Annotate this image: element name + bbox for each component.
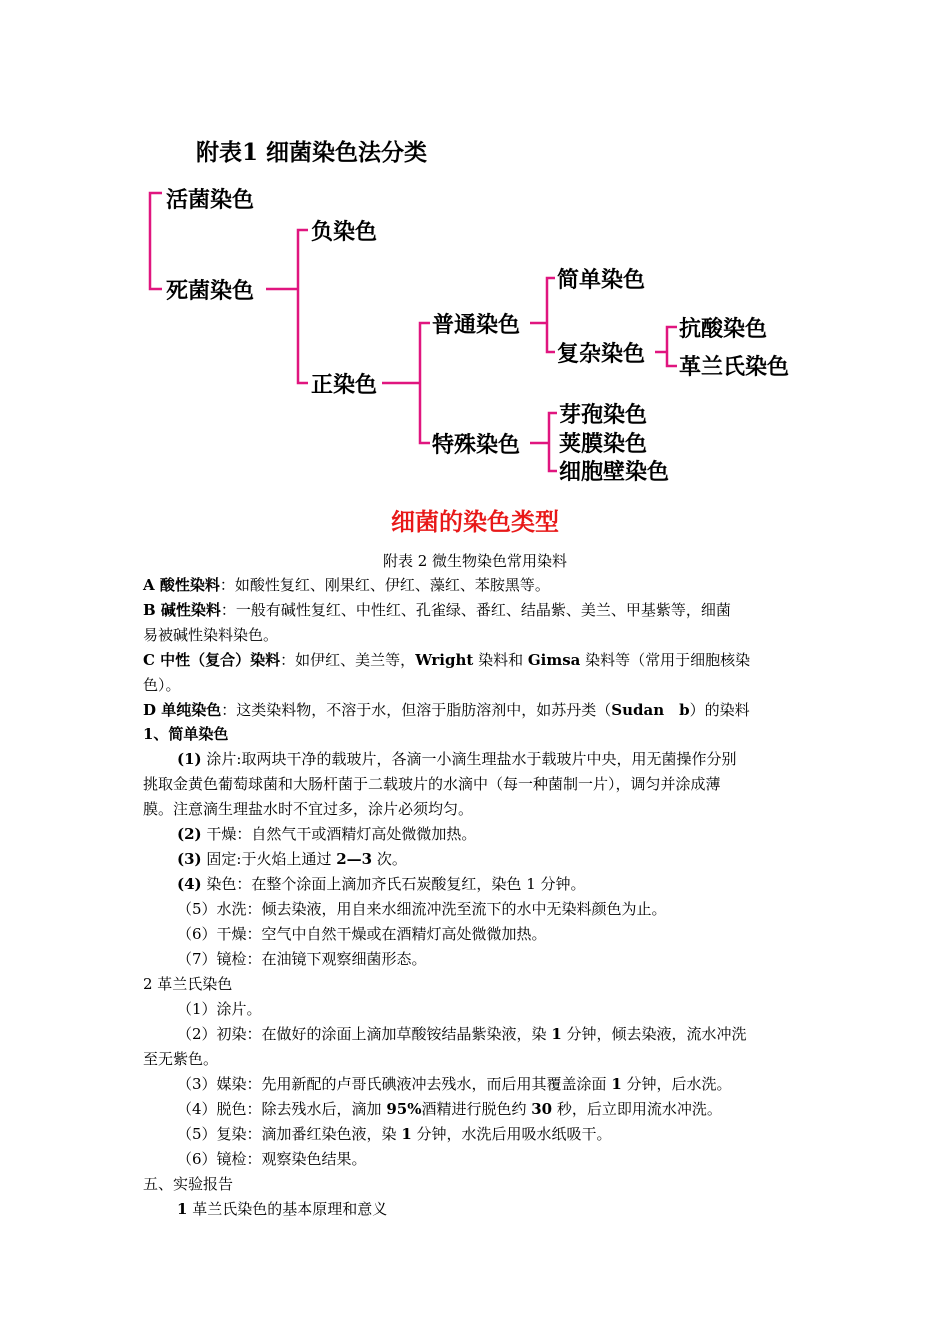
gram-stain-heading: 2 革兰氏染色 bbox=[143, 975, 233, 993]
simple-stain-heading: 1、简单染色 bbox=[143, 725, 229, 743]
simple-step-7: （7）镜检：在油镜下观察细菌形态。 bbox=[177, 950, 427, 968]
staining-types-title: 细菌的染色类型 bbox=[391, 508, 559, 536]
gram-step-1: （1）涂片。 bbox=[177, 1000, 262, 1018]
node-live-stain: 活菌染色 bbox=[166, 188, 255, 213]
simple-step-2: (2) 干燥：自然气干或酒精灯高处微微加热。 bbox=[177, 825, 477, 843]
report-item-1: 1 革兰氏染色的基本原理和意义 bbox=[177, 1200, 388, 1218]
node-simple-stain: 简单染色 bbox=[557, 268, 646, 293]
dye-neutral: C 中性（复合）染料：如伊红、美兰等，Wright 染料和 Gimsa 染料等（常用于细胞核染 bbox=[143, 651, 751, 669]
bracket-ordinary bbox=[547, 278, 555, 352]
gram-step-3: （3）媒染：先用新配的卢哥氏碘液冲去残水，而后用其覆盖涂面 1 分钟，后水洗。 bbox=[177, 1075, 732, 1093]
node-dead-stain: 死菌染色 bbox=[166, 279, 255, 304]
bracket-root bbox=[150, 193, 162, 289]
simple-step-1-cont: 挑取金黄色葡萄球菌和大肠杆菌于二载玻片的水滴中（每一种菌制一片），调匀并涂成薄 bbox=[143, 775, 721, 793]
bracket-positive bbox=[420, 323, 430, 443]
gram-step-4: （4）脱色：除去残水后，滴加 95%酒精进行脱色约 30 秒，后立即用流水冲洗。 bbox=[177, 1100, 722, 1118]
gram-step-2: （2）初染：在做好的涂面上滴加草酸铵结晶紫染液，染 1 分钟，倾去染液，流水冲洗 bbox=[177, 1025, 747, 1043]
node-gram-stain: 革兰氏染色 bbox=[679, 355, 790, 380]
node-complex-stain: 复杂染色 bbox=[557, 342, 646, 367]
node-capsule-stain: 荚膜染色 bbox=[559, 432, 648, 457]
simple-step-1: (1) 涂片:取两块干净的载玻片，各滴一小滴生理盐水于载玻片中央，用无菌操作分别 bbox=[177, 750, 737, 768]
bracket-special bbox=[549, 413, 557, 471]
node-spore-stain: 芽孢染色 bbox=[559, 403, 648, 428]
gram-step-2-cont: 至无紫色。 bbox=[143, 1050, 219, 1068]
node-acid-fast-stain: 抗酸染色 bbox=[679, 317, 768, 342]
node-ordinary-stain: 普通染色 bbox=[432, 313, 521, 338]
report-heading: 五、实验报告 bbox=[143, 1175, 234, 1193]
diagram-brackets bbox=[150, 193, 677, 471]
node-positive-stain: 正染色 bbox=[311, 373, 378, 398]
diagram-title: 附表1 细菌染色法分类 bbox=[196, 139, 428, 166]
simple-step-3: (3) 固定:于火焰上通过 2—3 次。 bbox=[177, 850, 407, 868]
dye-basic-cont: 易被碱性染料染色。 bbox=[143, 626, 279, 644]
simple-step-1-cont2: 膜。注意滴生理盐水时不宜过多，涂片必须均匀。 bbox=[143, 800, 474, 818]
node-negative-stain: 负染色 bbox=[311, 220, 378, 245]
gram-step-5: （5）复染：滴加番红染色液，染 1 分钟，水洗后用吸水纸吸干。 bbox=[177, 1125, 612, 1143]
dye-neutral-cont: 色）。 bbox=[143, 676, 181, 694]
simple-step-6: （6）干燥：空气中自然干燥或在酒精灯高处微微加热。 bbox=[177, 925, 547, 943]
dye-simple: D 单纯染色：这类染料物，不溶于水，但溶于脂肪溶剂中，如苏丹类（Sudan b）的染料 bbox=[143, 701, 750, 719]
gram-step-6: （6）镜检：观察染色结果。 bbox=[177, 1150, 367, 1168]
dye-acid: A 酸性染料：如酸性复红、刚果红、伊红、藻红、苯胺黑等。 bbox=[143, 576, 550, 594]
bracket-complex bbox=[667, 327, 677, 366]
node-special-stain: 特殊染色 bbox=[432, 433, 521, 458]
staining-classification-diagram bbox=[0, 0, 950, 500]
dye-basic: B 碱性染料：一般有碱性复红、中性红、孔雀绿、番红、结晶紫、美兰、甲基紫等，细菌 bbox=[143, 601, 731, 619]
node-cell-wall-stain: 细胞壁染色 bbox=[559, 460, 670, 485]
simple-step-5: （5）水洗：倾去染液，用自来水细流冲洗至流下的水中无染料颜色为止。 bbox=[177, 900, 667, 918]
simple-step-4: (4) 染色：在整个涂面上滴加齐氏石炭酸复红，染色 1 分钟。 bbox=[177, 875, 586, 893]
bracket-dead bbox=[298, 230, 308, 383]
dye-table-title: 附表 2 微生物染色常用染料 bbox=[382, 552, 568, 570]
